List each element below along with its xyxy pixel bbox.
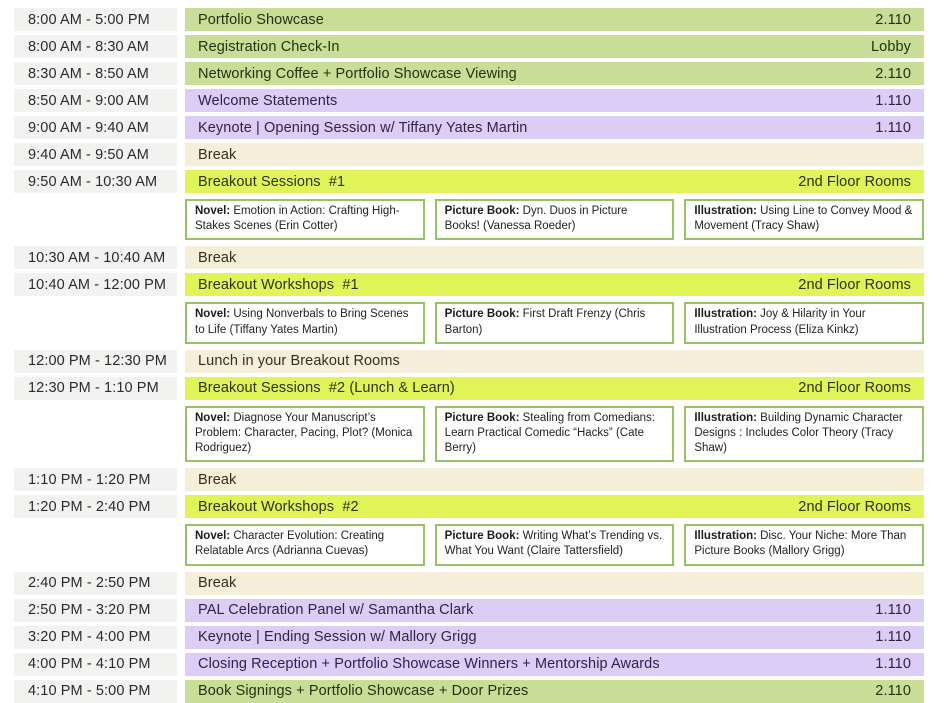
event-title: PAL Celebration Panel w/ Samantha Clark xyxy=(198,602,474,619)
schedule-row xyxy=(14,89,924,112)
time-cell: 9:00 AM - 9:40 AM xyxy=(14,116,177,139)
session-description: Using Nonverbals to Bring Scenes to Life (Tiffany Yates Martin) xyxy=(195,308,409,336)
time-cell: 12:30 PM - 1:10 PM xyxy=(14,377,177,400)
session-track-label: Illustration: xyxy=(694,411,757,424)
event-cell xyxy=(185,468,924,491)
time-cell-empty xyxy=(14,522,177,545)
schedule-row xyxy=(14,626,924,649)
event-title: Breakout Sessions #2 (Lunch & Learn) xyxy=(198,380,455,397)
schedule-row xyxy=(14,116,924,139)
event-cell xyxy=(185,572,924,595)
session-track-label: Picture Book: xyxy=(444,205,520,217)
session-description: Diagnose Your Manuscript’s Problem: Character, Pacing, Plot? (Monica Rodriguez) xyxy=(195,411,413,455)
event-room: Lobby xyxy=(870,38,911,55)
session-card xyxy=(435,199,675,240)
time-cell: 2:50 PM - 3:20 PM xyxy=(14,599,177,622)
time-cell: 9:40 AM - 9:50 AM xyxy=(14,143,177,166)
schedule-row xyxy=(14,572,924,595)
event-cell xyxy=(185,377,924,400)
session-card xyxy=(185,302,425,343)
event-title: Keynote | Opening Session w/ Tiffany Yates Martin xyxy=(198,119,528,136)
session-cards xyxy=(185,522,924,567)
session-card xyxy=(684,302,924,343)
time-cell-empty xyxy=(14,197,177,220)
session-track-label: Picture Book: xyxy=(444,308,520,321)
time-cell: 12:00 PM - 12:30 PM xyxy=(14,350,177,373)
event-cell xyxy=(185,89,924,112)
schedule-row xyxy=(14,62,924,85)
time-cell: 8:00 AM - 8:30 AM xyxy=(14,35,177,58)
event-room: 1.110 xyxy=(875,656,911,673)
session-card xyxy=(185,524,425,565)
event-cell xyxy=(185,626,924,649)
session-detail-row xyxy=(14,522,924,567)
time-cell: 1:10 PM - 1:20 PM xyxy=(14,468,177,491)
schedule-row xyxy=(14,8,924,31)
session-track-label: Illustration: xyxy=(694,205,757,217)
event-title: Closing Reception + Portfolio Showcase Winners + Mentorship Awards xyxy=(198,656,660,673)
event-cell xyxy=(185,273,924,296)
event-title: Book Signings + Portfolio Showcase + Door Prizes xyxy=(198,683,529,700)
time-cell: 8:50 AM - 9:00 AM xyxy=(14,89,177,112)
event-title: Portfolio Showcase xyxy=(198,11,324,28)
session-track-label: Novel: xyxy=(195,411,231,424)
time-cell-empty xyxy=(14,404,177,427)
schedule-row xyxy=(14,599,924,622)
session-track-label: Illustration: xyxy=(694,308,757,321)
session-description: Joy & Hilarity in Your Illustration Process (Eliza Kinkz) xyxy=(694,308,866,336)
event-title: Registration Check-In xyxy=(198,38,340,55)
event-room: 1.110 xyxy=(875,92,911,109)
session-track-label: Novel: xyxy=(195,530,231,543)
event-cell xyxy=(185,170,924,193)
event-room: 2nd Floor Rooms xyxy=(798,380,911,397)
session-description: Emotion in Action: Crafting High-Stakes Scenes (Erin Cotter) xyxy=(195,205,400,233)
event-title: Keynote | Ending Session w/ Mallory Grigg xyxy=(198,629,477,646)
session-track-label: Picture Book: xyxy=(444,530,520,543)
time-cell: 10:40 AM - 12:00 PM xyxy=(14,273,177,296)
event-title: Breakout Workshops #2 xyxy=(198,498,359,515)
time-cell: 4:00 PM - 4:10 PM xyxy=(14,653,177,676)
session-card xyxy=(684,524,924,565)
event-title: Welcome Statements xyxy=(198,92,338,109)
event-title: Lunch in your Breakout Rooms xyxy=(198,353,400,370)
session-description: Character Evolution: Creating Relatable Arcs (Adrianna Cuevas) xyxy=(195,530,385,558)
time-cell-empty xyxy=(14,300,177,323)
session-card xyxy=(435,302,675,343)
session-card xyxy=(185,406,425,463)
schedule-row xyxy=(14,246,924,269)
schedule-row xyxy=(14,350,924,373)
time-cell: 2:40 PM - 2:50 PM xyxy=(14,572,177,595)
event-title: Breakout Sessions #1 xyxy=(198,173,346,190)
session-card xyxy=(185,199,425,240)
event-room: 2.110 xyxy=(875,683,911,700)
time-cell: 8:00 AM - 5:00 PM xyxy=(14,8,177,31)
event-room: 2nd Floor Rooms xyxy=(798,173,911,190)
time-cell: 1:20 PM - 2:40 PM xyxy=(14,495,177,518)
session-description: First Draft Frenzy (Chris Barton) xyxy=(444,308,646,336)
time-cell: 4:10 PM - 5:00 PM xyxy=(14,680,177,703)
session-track-label: Novel: xyxy=(195,308,231,321)
schedule-row xyxy=(14,468,924,491)
session-cards xyxy=(185,300,924,345)
schedule-row xyxy=(14,170,924,193)
time-cell: 3:20 PM - 4:00 PM xyxy=(14,626,177,649)
time-cell: 9:50 AM - 10:30 AM xyxy=(14,170,177,193)
event-title: Break xyxy=(198,575,237,592)
event-title: Break xyxy=(198,471,237,488)
session-track-label: Illustration: xyxy=(694,530,757,543)
event-room: 2.110 xyxy=(875,65,911,82)
session-detail-row xyxy=(14,197,924,242)
session-description: Using Line to Convey Mood & Movement (Tracy Shaw) xyxy=(694,205,913,233)
session-track-label: Novel: xyxy=(195,205,231,217)
session-cards xyxy=(185,404,924,465)
schedule-table xyxy=(14,8,924,703)
event-cell xyxy=(185,246,924,269)
event-cell xyxy=(185,599,924,622)
session-description: Stealing from Comedians: Learn Practical Comedic “Hacks” (Cate Berry) xyxy=(444,411,655,455)
event-title: Break xyxy=(198,249,237,266)
event-room: 1.110 xyxy=(875,602,911,619)
event-title: Break xyxy=(198,146,237,163)
event-cell xyxy=(185,116,924,139)
event-cell xyxy=(185,62,924,85)
event-cell xyxy=(185,35,924,58)
time-cell: 10:30 AM - 10:40 AM xyxy=(14,246,177,269)
session-card xyxy=(435,524,675,565)
session-description: Writing What’s Trending vs. What You Want (Claire Tattersfield) xyxy=(444,530,663,558)
session-description: Dyn. Duos in Picture Books! (Vanessa Roeder) xyxy=(444,205,628,233)
schedule-row xyxy=(14,495,924,518)
event-room: 2nd Floor Rooms xyxy=(798,498,911,515)
session-description: Building Dynamic Character Designs : Includes Color Theory (Tracy Shaw) xyxy=(694,411,903,455)
event-cell xyxy=(185,350,924,373)
event-title: Networking Coffee + Portfolio Showcase Viewing xyxy=(198,65,517,82)
session-track-label: Picture Book: xyxy=(444,411,520,424)
event-cell xyxy=(185,653,924,676)
session-detail-row xyxy=(14,404,924,465)
event-cell xyxy=(185,495,924,518)
schedule-row xyxy=(14,680,924,703)
session-card xyxy=(684,406,924,463)
session-card xyxy=(435,406,675,463)
event-room: 2.110 xyxy=(875,11,911,28)
schedule-row xyxy=(14,653,924,676)
event-cell xyxy=(185,143,924,166)
schedule-row xyxy=(14,273,924,296)
schedule-row xyxy=(14,377,924,400)
event-room: 2nd Floor Rooms xyxy=(798,276,911,293)
time-cell: 8:30 AM - 8:50 AM xyxy=(14,62,177,85)
event-cell xyxy=(185,8,924,31)
event-room: 1.110 xyxy=(875,629,911,646)
session-card xyxy=(684,199,924,240)
session-description: Disc. Your Niche: More Than Picture Books (Mallory Grigg) xyxy=(694,530,907,558)
event-title: Breakout Workshops #1 xyxy=(198,276,359,293)
schedule-row xyxy=(14,143,924,166)
event-room: 1.110 xyxy=(875,119,911,136)
event-cell xyxy=(185,680,924,703)
session-cards xyxy=(185,197,924,242)
session-detail-row xyxy=(14,300,924,345)
schedule-row xyxy=(14,35,924,58)
